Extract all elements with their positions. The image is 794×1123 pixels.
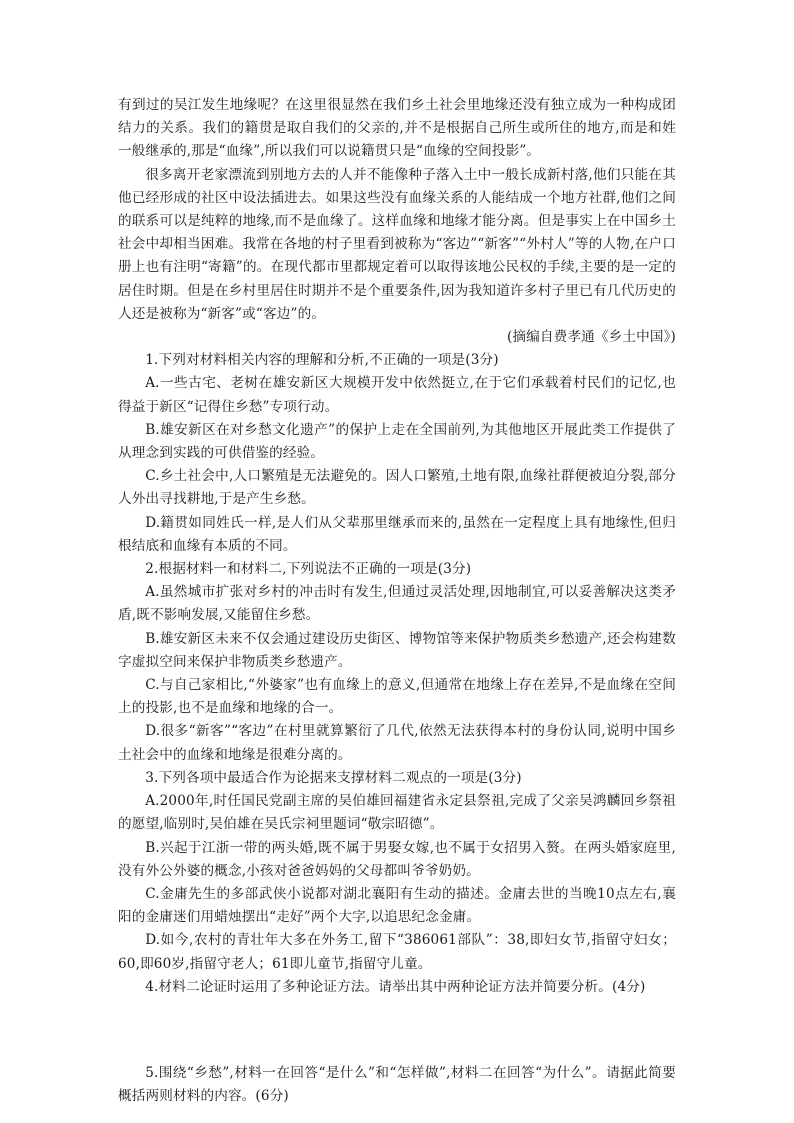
question-1-option-a: A.一些古宅、老树在雄安新区大规模开发中依然挺立,在于它们承载着村民们的记忆,也得益于新区“记得住乡愁”专项行动。 xyxy=(118,375,676,415)
question-1-option-b: B.雄安新区在对乡愁文化遗产”的保护上走在全国前列,为其他地区开展此类工作提供了从理念到实践的可供借鉴的经验。 xyxy=(118,421,676,462)
question-2-option-b: B.雄安新区未来不仅会通过建设历史街区、博物馆等来保护物质类乡愁遗产,还会构建数字虚拟空间来保护非物质类乡愁遗产。 xyxy=(118,630,676,670)
passage-paragraph-1: 有到过的吴江发生地缘呢？在这里很显然在我们乡土社会里地缘还没有独立成为一种构成团结力的关系。我们的籍贯是取自我们的父亲的,并不是根据自己所生或所住的地方,而是和姓一般继承的,那是“血缘”,所以我们可以说籍贯只是“血缘的空间投影”。 xyxy=(118,97,676,160)
question-3-option-d: D.如今,农村的青壮年大多在外务工,留下“386061部队”：38,即妇女节,指留守妇女；60,即60岁,指留守老人；61即儿童节,指留守儿童。 xyxy=(118,932,676,972)
question-2-option-a: A.虽然城市扩张对乡村的冲击时有发生,但通过灵活处理,因地制宜,可以妥善解决这类矛盾,既不影响发展,又能留住乡愁。 xyxy=(118,584,676,624)
question-1-option-d: D.籍贯如同姓氏一样,是人们从父辈那里继承而来的,虽然在一定程度上具有地缘性,但归根结底和血缘有本质的不同。 xyxy=(118,514,676,554)
question-1-option-c: C.乡土社会中,人口繁殖是无法避免的。因人口繁殖,土地有限,血缘社群便被迫分裂,部分人外出寻找耕地,于是产生乡愁。 xyxy=(118,468,676,508)
question-5-stem: 5.围绕“乡愁”,材料一在回答“是什么”和“怎样做”,材料二在回答“为什么”。请据此简要概括两则材料的内容。(6分) xyxy=(118,1064,676,1105)
question-1-stem: 1.下列对材料相关内容的理解和分析,不正确的一项是(3分) xyxy=(145,352,499,369)
question-4-answer-space xyxy=(118,999,676,1062)
question-2-stem: 2.根据材料一和材料二,下列说法不正确的一项是(3分) xyxy=(145,561,472,578)
question-2-option-d: D.很多“新客”“客边”在村里就算繁衍了几代,依然无法获得本村的身份认同,说明中国乡土社会中的血缘和地缘是很难分离的。 xyxy=(118,723,676,763)
question-3-option-b: B.兴起于江浙一带的两头婚,既不属于男娶女嫁,也不属于女招男入赘。在两头婚家庭里,没有外公外婆的概念,小孩对爸爸妈妈的父母都叫爷爷奶奶。 xyxy=(118,839,676,879)
passage-source: (摘编自费孝通《乡土中国》) xyxy=(506,329,676,346)
question-2-option-c: C.与自己家相比,“外婆家”也有血缘上的意义,但通常在地缘上存在差异,不是血缘在空间上的投影,也不是血缘和地缘的合一。 xyxy=(118,677,676,717)
passage-paragraph-2: 很多离开老家漂流到别地方去的人并不能像种子落入土中一般长成新村落,他们只能在其他已经形成的社区中设法插进去。如果这些没有血缘关系的人能结成一个地方社群,他们之间的联系可以是纯粹的地缘,而不是血缘了。这样血缘和地缘才能分离。但是事实上在中国乡土社会中却相当困难。我常在各地的村子里看到被称为“客边”“新客”“外村人”等的人物,在户口册上也有注明“寄籍”的。在现代都市里都规定着可以取得该地公民权的手续,主要的是一定的居住时期。但是在乡村里居住时期并不是个重要条件,因为我知道许多村子里已有几代历史的人还是被称为“新客”或“客边”的。 xyxy=(118,166,676,322)
document-page xyxy=(118,94,676,1108)
question-4-stem: 4.材料二论证时运用了多种论证方法。请举出其中两种论证方法并简要分析。(4分) xyxy=(145,978,646,995)
question-3-option-a: A.2000年,时任国民党副主席的吴伯雄回福建省永定县祭祖,完成了父亲吴鸿麟回乡祭祖的愿望,临别时,吴伯雄在吴氏宗祠里题词“敬宗昭德”。 xyxy=(118,793,676,833)
question-3-option-c: C.金庸先生的多部武侠小说都对湖北襄阳有生动的描述。金庸去世的当晚10点左右,襄阳的金庸迷们用蜡烛摆出“走好”两个大字,以追思纪念金庸。 xyxy=(118,885,676,926)
question-3-stem: 3.下列各项中最适合作为论据来支撑材料二观点的一项是(3分) xyxy=(145,769,522,786)
